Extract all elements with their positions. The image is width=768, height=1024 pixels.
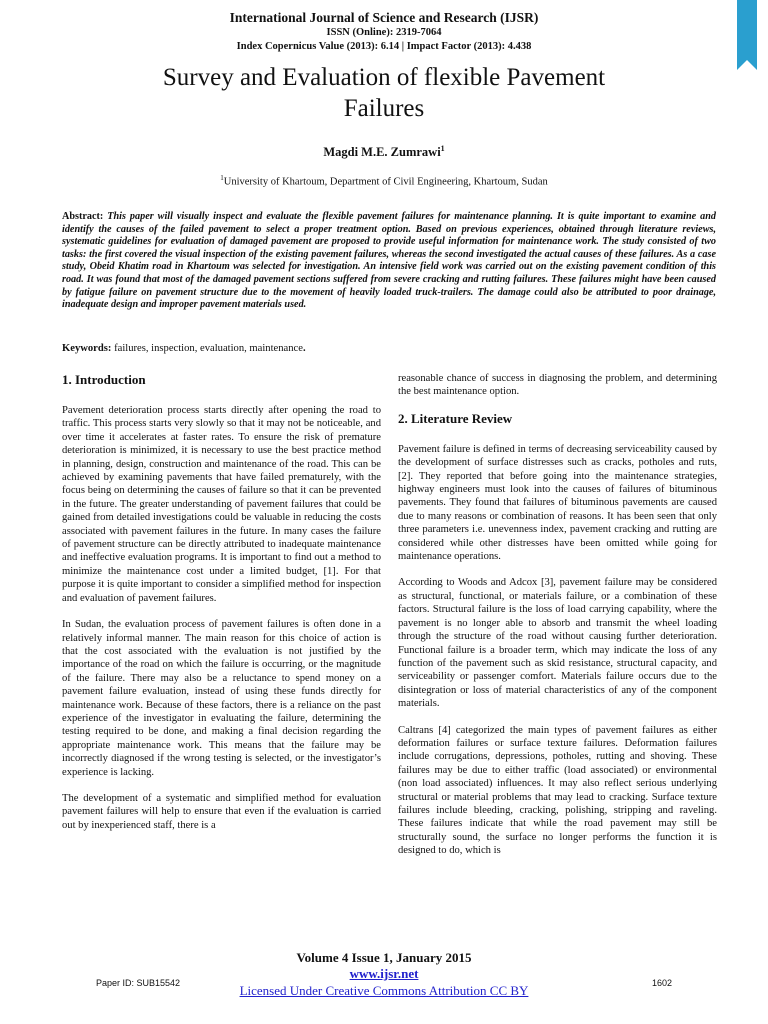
website-link[interactable]: www.ijsr.net [349,966,419,981]
abstract [62,211,716,312]
keywords-end: . [302,343,306,354]
author [0,144,768,160]
affiliation-superscript: 1 [220,174,224,182]
license-link[interactable]: Licensed Under Creative Commons Attribution CC BY [239,983,529,998]
section-heading-introduction: 1. Introduction [62,372,146,387]
index-line: Index Copernicus Value (2013): 6.14 | Impact Factor (2013): 4.438 [236,41,532,52]
title-line-2: Failures [343,95,425,122]
review-paragraph-1: Pavement failure is defined in terms of decreasing serviceability caused by the development of surface distresses such as cracks, potholes and ruts, [2]. They reported that before going into the maintenance strategies, highway engineers must look into the causes of failures of bituminous pavements. They found that failures of bituminous pavements are caused due to many reasons or combination of reasons. It has been seen that only three parameters i.e. unevenness index, pavement cracking and rutting are considered while other distresses have been omitted while going for maintenance operations. [398,443,717,563]
volume-info: Volume 4 Issue 1, January 2015 [296,950,472,965]
intro-paragraph-2: In Sudan, the evaluation process of pavement failures is often done in a relatively informal manner. The main reason for this choice of action is that the cost associated with the evaluation is not justified by the importance of the road on which the failure is occurring, or the magnitude of the failure. There may also be a reluctance to spend money on a pavement failure evaluation, instead of using these funds directly for maintenance work. Because of these factors, there is a reliance on the past experience of the investigator in evaluating the failure, determining the testing required to be done, and making a final decision regarding the appropriate maintenance work. This means that the failure may be incorrectly diagnosed if the wrong testing is selected, or the investigator’s experience is lacking. [62,619,381,778]
review-paragraph-3: Caltrans [4] categorized the main types of pavement failures as either deformation failures or surface texture failures. Deformation failures include corrugations, depressions, potholes, rutting and shoving. These failures may be due to either traffic (load associated) or environmental (non load associated) influences. It may also reflect serious underlying structural or material problems that may lead to cracking. Surface texture failures include bleeding, cracking, polishing, stripping and raveling. These failures indicate that while the road pavement may still be structurally sound, the surface no longer performs the function it is designed to do, which is [398,724,717,857]
journal-name: International Journal of Science and Research (IJSR) [229,10,539,25]
intro-paragraph-1: Pavement deterioration process starts directly after opening the road to traffic. This process starts very slowly so that it may not be noticeable, and over time it accelerates at faster rates. To ensure the risk of premature deterioration is minimized, it is necessary to use the best practice method in planning, design, construction and maintenance of the road. This can be achieved by examining pavements that have failed prematurely, with the focus being on determining the causes of failure so that it can be prevented in the future. The greater understanding of pavement failures that could be gained from detailed investigations could be valuable in reducing the costs associated with pavement failures in the future. In many cases the failure of pavement structure can be directly attributed to inadequate maintenance and ineffective evaluation programs. It is important to find out a method to minimize the maintenance cost under a limited budget, [1]. For that purpose it is quite important to consider a simplified method for inspection and evaluation of pavement failures. [62,405,381,604]
section-heading-literature-review: 2. Literature Review [398,410,513,426]
left-column [62,372,381,845]
paper-id: Paper ID: SUB15542 [96,978,181,988]
keywords-text: failures, inspection, evaluation, maintenance [114,343,303,354]
paper-title [0,62,768,124]
continuation-paragraph: reasonable chance of success in diagnosing the problem, and determining the best maintenance option. [398,373,717,398]
keywords-label: Keywords: [62,343,112,354]
abstract-label: Abstract: [62,211,104,222]
review-paragraph-2: According to Woods and Adcox [3], pavement failure may be considered as structural, functional, or materials failure, or a combination of these factors. Structural failure is the loss of load carrying capability, where the pavement is no longer able to absorb and transmit the wheel loading through the structure of the road without causing further deterioration. Functional failure is a broader term, which may indicate the loss of any function of the pavement such as skid resistance, structural capacity, and serviceability or passenger comfort. Materials failure occurs due to the disintegration or loss of material characteristics of any of the component materials. [398,577,717,710]
issn-line: ISSN (Online): 2319-7064 [326,27,442,38]
abstract-text: This paper will visually inspect and evaluate the flexible pavement failures for maintenance planning. It is quite important to examine and identify the causes of the failed pavement to select a proper treatment option. Based on previous experiences, obtained through literature reviews, systematic guidelines for evaluation of damaged pavement are proposed to provide useful information for maintenance work. The study consisted of two tasks: the first covered the visual inspection of the existing pavement failures, whereas the second investigated the actual causes of these failures. As a case study, Obeid Khatim road in Khartoum was selected for investigation. An intensive field work was carried out on the existing pavement condition of this road. It was found that most of the damaged pavement sections suffered from severe cracking and rutting failures. These failures might have been caused by fatigue failure on pavement structure due to the movement of heavily loaded truck-trailers. The damage could also be attributed to poor drainage, inadequate design and improper pavement materials used. [62,211,716,311]
title-line-1: Survey and Evaluation of flexible Pavement [162,64,606,91]
affiliation [0,174,768,188]
right-column [398,372,717,871]
author-name: Magdi M.E. Zumrawi [323,145,441,160]
affiliation-text: University of Khartoum, Department of Civil Engineering, Khartoum, Sudan [223,176,548,188]
intro-paragraph-3: The development of a systematic and simplified method for evaluation pavement failures will help to ensure that even if the evaluation is carried out by inexperienced staff, there is a [62,792,381,831]
author-superscript: 1 [440,144,445,153]
keywords [62,343,306,354]
page-number: 1602 [652,978,673,988]
